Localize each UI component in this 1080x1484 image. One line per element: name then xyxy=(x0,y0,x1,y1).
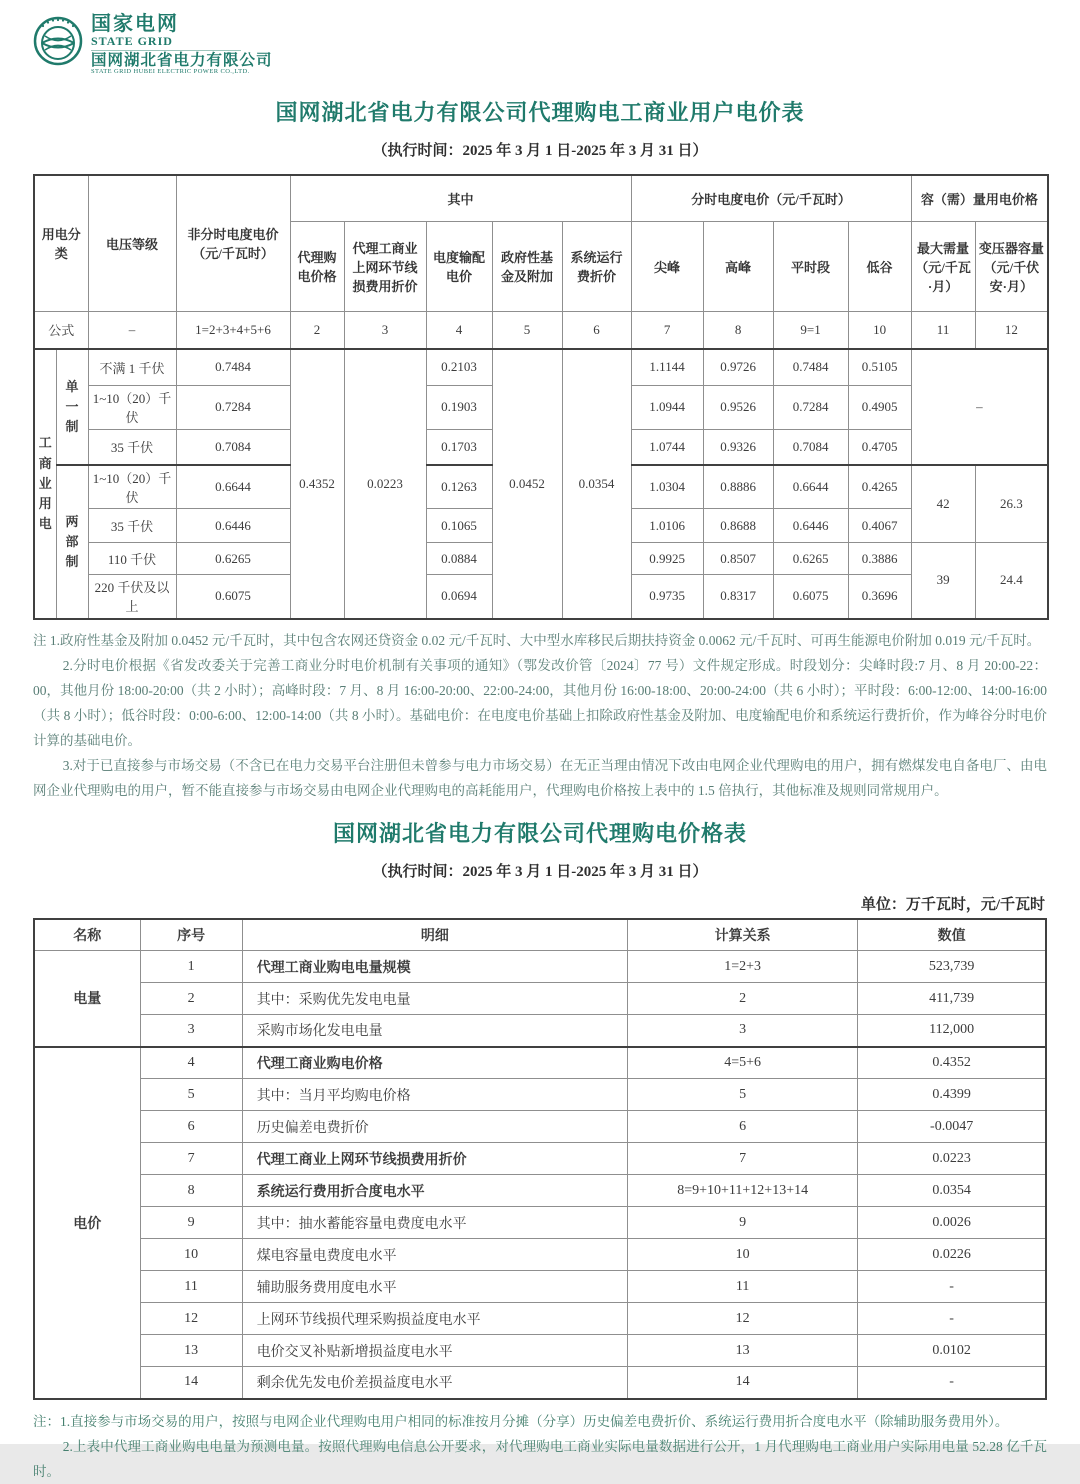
cell-detail: 辅助服务费用度电水平 xyxy=(242,1271,627,1303)
table-row xyxy=(34,1335,1046,1367)
cell-no: 8 xyxy=(140,1175,242,1207)
cell-trans: 0.2103 xyxy=(426,349,492,385)
cell-calc: 14 xyxy=(628,1367,858,1399)
cell-valley: 0.5105 xyxy=(848,349,911,385)
table-row xyxy=(34,1175,1046,1207)
cell-detail: 剩余优先发电价差损益度电水平 xyxy=(242,1367,627,1399)
cell-max-demand: 39 xyxy=(911,543,975,619)
table-row xyxy=(34,1047,1046,1079)
cell-value: 0.0226 xyxy=(858,1239,1046,1271)
h-tou-price: 分时电度电价（元/千瓦时） xyxy=(631,175,911,221)
cell-flat: 0.6644 xyxy=(176,465,290,509)
h-sharp: 尖峰 xyxy=(631,221,703,311)
cell-value: 0.0223 xyxy=(858,1143,1046,1175)
cell-calc: 1=2+3 xyxy=(628,951,858,983)
cell-voltage: 220 千伏及以上 xyxy=(88,575,176,619)
cell-voltage: 110 千伏 xyxy=(88,543,176,575)
cell-calc: 13 xyxy=(628,1335,858,1367)
table-row xyxy=(34,1207,1046,1239)
h-agent-price: 代理购电价格 xyxy=(290,221,344,311)
table2-title: 国网湖北省电力有限公司代理购电价格表 xyxy=(332,820,747,846)
cell-no: 11 xyxy=(140,1271,242,1303)
h-value: 数值 xyxy=(858,919,1046,951)
cell-detail: 代理工商业购电电量规模 xyxy=(242,951,627,983)
formula-cell: 11 xyxy=(911,311,975,349)
table1-period: （执行时间：2025 年 3 月 1 日-2025 年 3 月 31 日） xyxy=(372,143,708,159)
table2-notes xyxy=(33,1409,1047,1484)
header-logo xyxy=(33,14,1047,78)
cell-transformer: 26.3 xyxy=(975,465,1048,543)
h-valley: 低谷 xyxy=(848,221,911,311)
cell-peak: 0.8886 xyxy=(703,465,773,509)
table2-period: （执行时间：2025 年 3 月 1 日-2025 年 3 月 31 日） xyxy=(372,863,708,880)
table-row xyxy=(34,951,1046,983)
cell-normal: 0.7284 xyxy=(773,385,848,429)
formula-cell: 6 xyxy=(562,311,631,349)
formula-cell: 8 xyxy=(703,311,773,349)
table-row xyxy=(34,1271,1046,1303)
h-detail: 明细 xyxy=(242,919,627,951)
cell-no: 6 xyxy=(140,1111,242,1143)
table-row xyxy=(34,1111,1046,1143)
cell-normal: 0.6446 xyxy=(773,509,848,543)
cell-gov-fund: 0.0452 xyxy=(492,349,562,619)
table1-title: 国网湖北省电力有限公司代理购电工商业用户电价表 xyxy=(275,100,805,125)
cell-calc: 2 xyxy=(628,983,858,1015)
cell-no: 7 xyxy=(140,1143,242,1175)
cell-calc: 6 xyxy=(628,1111,858,1143)
cell-peak: 0.8507 xyxy=(703,543,773,575)
group-single-system: 单一制 xyxy=(56,349,88,465)
cell-normal: 0.6075 xyxy=(773,575,848,619)
cell-flat: 0.7084 xyxy=(176,429,290,465)
note-line: 2.分时电价根据《省发改委关于完善工商业分时电价机制有关事项的通知》（鄂发改价管〔2024〕77 号）文件规定形成。时段划分：尖峰时段:7 月、8 月 20:00-22：00，其他月份 18:00-20:00（共 2 小时）；高峰时段：7 月、8 月 16:00-20:00、22:00-24:00，其他月份 16:00-18:00、20:00-24:00（共 6 小时）；平时段：6:00-12:00、14:00-16:00（共 8 小时）；低谷时段：0:00-6:00、12:00-14:00（共 8 小时）。基础电价：在电度电价基础上扣除政府性基金及附加、电度输配电价和系统运行费折价，作为峰谷分时电价计算的基础电价。 xyxy=(33,657,1047,748)
group-industry-commerce: 工商业用电 xyxy=(34,349,56,619)
logo-en: STATE GRID xyxy=(91,35,241,51)
cell-line-loss: 0.0223 xyxy=(344,349,426,619)
company-name-en: STATE GRID HUBEI ELECTRIC POWER CO.,LTD. xyxy=(91,67,250,75)
table-row xyxy=(34,1303,1046,1335)
cell-sharp: 1.0106 xyxy=(631,509,703,543)
cell-sys-op: 0.0354 xyxy=(562,349,631,619)
cell-sharp: 0.9735 xyxy=(631,575,703,619)
cell-voltage: 1~10（20）千伏 xyxy=(88,385,176,429)
cell-value: - xyxy=(858,1303,1046,1335)
cell-no: 4 xyxy=(140,1047,242,1079)
cell-value: 523,739 xyxy=(858,951,1046,983)
cell-no: 3 xyxy=(140,1015,242,1047)
cell-calc: 4=5+6 xyxy=(628,1047,858,1079)
cell-sharp: 1.1144 xyxy=(631,349,703,385)
cell-max-demand: 42 xyxy=(911,465,975,543)
cell-detail: 其中：采购优先发电电量 xyxy=(242,983,627,1015)
note-line: 注：1.直接参与市场交易的用户，按照与电网企业代理购电用户相同的标准按月分摊（分享）历史偏差电费折价、系统运行费用折合度电水平（除辅助服务费用外）。 xyxy=(33,1413,1009,1429)
cell-normal: 0.7084 xyxy=(773,429,848,465)
cell-detail: 电价交叉补贴新增损益度电水平 xyxy=(242,1335,627,1367)
cell-calc: 5 xyxy=(628,1079,858,1111)
cell-trans: 0.0694 xyxy=(426,575,492,619)
formula-cell: 10 xyxy=(848,311,911,349)
cell-trans: 0.1065 xyxy=(426,509,492,543)
h-gov-fund: 政府性基金及附加 xyxy=(492,221,562,311)
h-capacity-price: 容（需）量用电价格 xyxy=(911,175,1048,221)
cell-calc: 8=9+10+11+12+13+14 xyxy=(628,1175,858,1207)
company-name: 国网湖北省电力有限公司 xyxy=(91,51,273,69)
formula-cell: 9=1 xyxy=(773,311,848,349)
table-row xyxy=(34,1079,1046,1111)
price-summary-table xyxy=(33,918,1047,1400)
h-flat-seg: 平时段 xyxy=(773,221,848,311)
group-energy: 电量 xyxy=(34,951,140,1047)
cell-valley: 0.4265 xyxy=(848,465,911,509)
cell-flat: 0.6446 xyxy=(176,509,290,543)
h-name: 名称 xyxy=(34,919,140,951)
note-line: 2.上表中代理工商业购电电量为预测电量。按照代理购电信息公开要求，对代理购电工商业实际电量数据进行公开，1 月代理购电工商业用户实际用电量 52.28 亿千瓦时。 xyxy=(33,1438,1047,1479)
cell-trans: 0.1263 xyxy=(426,465,492,509)
cell-value: 0.4399 xyxy=(858,1079,1046,1111)
cell-trans: 0.0884 xyxy=(426,543,492,575)
cell-normal: 0.6265 xyxy=(773,543,848,575)
cell-value: 411,739 xyxy=(858,983,1046,1015)
formula-cell: 2 xyxy=(290,311,344,349)
state-grid-emblem-icon xyxy=(33,16,83,66)
cell-sharp: 1.0744 xyxy=(631,429,703,465)
cell-detail: 采购市场化发电电量 xyxy=(242,1015,627,1047)
cell-capacity-dash: – xyxy=(911,349,1048,465)
formula-cell: 5 xyxy=(492,311,562,349)
cell-agent-price: 0.4352 xyxy=(290,349,344,619)
cell-trans: 0.1703 xyxy=(426,429,492,465)
cell-detail: 代理工商业购电价格 xyxy=(242,1047,627,1079)
logo-cn: 国家电网 xyxy=(91,13,179,35)
group-price: 电价 xyxy=(34,1047,140,1399)
cell-detail: 煤电容量电费度电水平 xyxy=(242,1239,627,1271)
cell-voltage: 35 千伏 xyxy=(88,429,176,465)
cell-voltage: 1~10（20）千伏 xyxy=(88,465,176,509)
cell-flat: 0.7484 xyxy=(176,349,290,385)
cell-no: 1 xyxy=(140,951,242,983)
h-trans-dist: 电度输配电价 xyxy=(426,221,492,311)
cell-value: 0.0102 xyxy=(858,1335,1046,1367)
cell-peak: 0.9526 xyxy=(703,385,773,429)
cell-sharp: 0.9925 xyxy=(631,543,703,575)
formula-cell: 3 xyxy=(344,311,426,349)
cell-voltage: 35 千伏 xyxy=(88,509,176,543)
cell-value: - xyxy=(858,1271,1046,1303)
cell-valley: 0.4705 xyxy=(848,429,911,465)
cell-valley: 0.3886 xyxy=(848,543,911,575)
cell-flat: 0.7284 xyxy=(176,385,290,429)
cell-no: 10 xyxy=(140,1239,242,1271)
cell-calc: 11 xyxy=(628,1271,858,1303)
formula-cell: 1=2+3+4+5+6 xyxy=(176,311,290,349)
h-among: 其中 xyxy=(290,175,631,221)
formula-cell: 4 xyxy=(426,311,492,349)
cell-detail: 历史偏差电费折价 xyxy=(242,1111,627,1143)
cell-detail: 代理工商业上网环节线损费用折价 xyxy=(242,1143,627,1175)
h-peak: 高峰 xyxy=(703,221,773,311)
cell-value: 0.0354 xyxy=(858,1175,1046,1207)
cell-value: 112,000 xyxy=(858,1015,1046,1047)
cell-no: 13 xyxy=(140,1335,242,1367)
h-flat-price: 非分时电度电价（元/千瓦时） xyxy=(176,175,290,311)
cell-calc: 3 xyxy=(628,1015,858,1047)
table1-notes xyxy=(33,628,1047,803)
cell-trans: 0.1903 xyxy=(426,385,492,429)
table-row xyxy=(34,983,1046,1015)
table-row xyxy=(34,1239,1046,1271)
formula-cell: – xyxy=(88,311,176,349)
cell-normal: 0.6644 xyxy=(773,465,848,509)
cell-transformer: 24.4 xyxy=(975,543,1048,619)
group-two-part-system: 两部制 xyxy=(56,465,88,619)
cell-valley: 0.3696 xyxy=(848,575,911,619)
unit-label: 单位：万千瓦时，元/千瓦时 xyxy=(860,896,1045,913)
cell-no: 2 xyxy=(140,983,242,1015)
tariff-table xyxy=(33,174,1049,620)
cell-value: 0.0026 xyxy=(858,1207,1046,1239)
cell-value: - xyxy=(858,1367,1046,1399)
cell-flat: 0.6075 xyxy=(176,575,290,619)
cell-detail: 上网环节线损代理采购损益度电水平 xyxy=(242,1303,627,1335)
cell-sharp: 1.0944 xyxy=(631,385,703,429)
cell-calc: 7 xyxy=(628,1143,858,1175)
cell-value: 0.4352 xyxy=(858,1047,1046,1079)
h-max-demand: 最大需量（元/千瓦·月） xyxy=(911,221,975,311)
formula-cell: 7 xyxy=(631,311,703,349)
cell-flat: 0.6265 xyxy=(176,543,290,575)
cell-detail: 其中：抽水蓄能容量电费度电水平 xyxy=(242,1207,627,1239)
cell-peak: 0.9726 xyxy=(703,349,773,385)
cell-detail: 其中：当月平均购电价格 xyxy=(242,1079,627,1111)
cell-voltage: 不满 1 千伏 xyxy=(88,349,176,385)
h-seq: 序号 xyxy=(140,919,242,951)
table-row xyxy=(34,1367,1046,1399)
note-line: 3.对于已直接参与市场交易（不含已在电力交易平台注册但未曾参与电力市场交易）在无正当理由情况下改由电网企业代理购电的用户，拥有燃煤发电自备电厂、由电网企业代理购电的用户，暂不能直接参与市场交易由电网企业代理购电的高耗能用户，代理购电价格按上表中的 1.5 倍执行，其他标准及规则同常规用户。 xyxy=(33,757,1047,798)
h-line-loss: 代理工商业上网环节线损费用折价 xyxy=(344,221,426,311)
cell-value: -0.0047 xyxy=(858,1111,1046,1143)
formula-label: 公式 xyxy=(34,311,88,349)
h-sys-op: 系统运行费折价 xyxy=(562,221,631,311)
cell-calc: 10 xyxy=(628,1239,858,1271)
cell-peak: 0.8688 xyxy=(703,509,773,543)
formula-cell: 12 xyxy=(975,311,1048,349)
h-voltage-level: 电压等级 xyxy=(88,175,176,311)
table-row xyxy=(34,1015,1046,1047)
cell-valley: 0.4905 xyxy=(848,385,911,429)
cell-calc: 9 xyxy=(628,1207,858,1239)
h-transformer: 变压器容量（元/千伏安·月） xyxy=(975,221,1048,311)
cell-peak: 0.9326 xyxy=(703,429,773,465)
cell-no: 9 xyxy=(140,1207,242,1239)
cell-no: 5 xyxy=(140,1079,242,1111)
cell-peak: 0.8317 xyxy=(703,575,773,619)
table-row xyxy=(34,1143,1046,1175)
cell-no: 14 xyxy=(140,1367,242,1399)
h-usage-class: 用电分类 xyxy=(34,175,88,311)
cell-calc: 12 xyxy=(628,1303,858,1335)
cell-valley: 0.4067 xyxy=(848,509,911,543)
logo-text xyxy=(91,14,273,76)
cell-no: 12 xyxy=(140,1303,242,1335)
h-calc: 计算关系 xyxy=(628,919,858,951)
cell-normal: 0.7484 xyxy=(773,349,848,385)
note-line: 注 1.政府性基金及附加 0.0452 元/千瓦时，其中包含农网还贷资金 0.02 元/千瓦时、大中型水库移民后期扶持资金 0.0062 元/千瓦时、可再生能源电价附加 0.019 元/千瓦时。 xyxy=(33,632,1041,648)
cell-detail: 系统运行费用折合度电水平 xyxy=(242,1175,627,1207)
cell-sharp: 1.0304 xyxy=(631,465,703,509)
